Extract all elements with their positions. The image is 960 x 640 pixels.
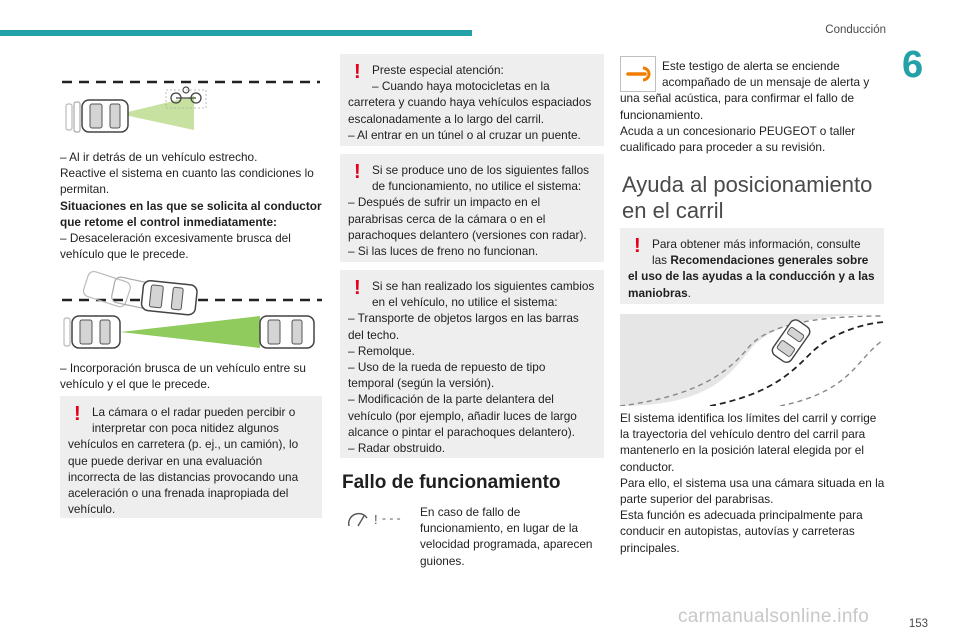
- text-line: – Al ir detrás de un vehículo estrecho.: [60, 150, 258, 164]
- watermark: carmanualsonline.info: [678, 606, 870, 627]
- warning-exclamation-icon: !: [634, 235, 641, 257]
- warning-exclamation-icon: !: [354, 277, 361, 299]
- heading-line: en el carril: [622, 198, 724, 223]
- text-line: – Si las luces de freno no funcionan.: [348, 244, 539, 259]
- text-line: carretera y cuando haya vehículos espaciados: [348, 95, 592, 110]
- paragraph-narrow-vehicle: [60, 149, 322, 262]
- text-line: El sistema identifica los límites del carril y corrige: [620, 411, 877, 425]
- text-line: – Al entrar en un túnel o al cruzar un puente.: [348, 127, 581, 142]
- warning-box-modifications: [340, 270, 604, 458]
- text-line: vehículo y el que le precede.: [60, 377, 211, 392]
- text-line: – Remolque.: [348, 343, 415, 358]
- paragraph-warning-lamp: [620, 58, 886, 155]
- text-line: – Cuando haya motocicletas en la: [372, 79, 550, 94]
- cut-in-illustration: [60, 266, 322, 350]
- text-line: Si se han realizado los siguientes cambios: [372, 279, 595, 293]
- text-line-bold: el uso de las ayudas a la conducción y a las: [628, 269, 875, 284]
- warning-exclamation-icon: !: [354, 61, 361, 83]
- svg-text:!: !: [374, 512, 378, 527]
- heading-lane-keeping: [622, 172, 872, 224]
- text-line: vehículo que le precede.: [60, 247, 189, 262]
- text-line: cualificado para proceder a su revisión.: [620, 140, 826, 155]
- text-line: conducir en autopistas, autovías y carreteras: [620, 524, 855, 539]
- text-line: Preste especial atención:: [372, 63, 504, 77]
- text-line: Esta función es adecuada principalmente para: [620, 508, 863, 523]
- section-title: Conducción: [825, 24, 886, 36]
- text-line: Este testigo de alerta se enciende: [662, 59, 840, 73]
- cyclist-car-illustration: [60, 78, 322, 138]
- paragraph-lane-keeping: [620, 410, 886, 556]
- text-line: una señal acústica, para confirmar el fallo de: [620, 91, 855, 106]
- text-line-bold: que retome el control inmediatamente:: [60, 214, 277, 229]
- text-line: – Después de sufrir un impacto en el: [348, 195, 541, 210]
- warning-box-camera-radar: [60, 396, 322, 518]
- text-line-bold: Situaciones en las que se solicita al conductor: [60, 198, 322, 213]
- text-line: – Desaceleración excesivamente brusca del: [60, 231, 291, 246]
- warning-box-faults: [340, 154, 604, 262]
- warning-exclamation-icon: !: [74, 403, 81, 425]
- text-line: vehículo.: [68, 502, 116, 517]
- text-line: que puede derivar en una evaluación: [68, 453, 263, 468]
- text-line: la trayectoria del vehículo dentro del carril para: [620, 427, 866, 442]
- text-line: parabrisas cerca de la cámara o en el: [348, 211, 546, 226]
- lane-keeping-illustration: [620, 314, 884, 406]
- text-line: Si se produce uno de los siguientes fallos: [372, 163, 590, 177]
- warning-exclamation-icon: !: [354, 161, 361, 183]
- text-line: del techo.: [348, 327, 400, 342]
- paragraph-cut-in: [60, 360, 322, 392]
- page-number: 153: [908, 618, 928, 630]
- heading-line: Ayuda al posicionamiento: [622, 172, 873, 197]
- text-line: alcance o pintar el parachoques delantero).: [348, 424, 575, 439]
- text-plain: las: [652, 253, 671, 268]
- text-line: vehículo (por ejemplo, añadir luces de largo: [348, 408, 577, 423]
- text-line: guiones.: [420, 553, 465, 568]
- fault-dashes-icon: [346, 508, 410, 530]
- text-line: La cámara o el radar pueden percibir o: [92, 405, 296, 419]
- text-line: principales.: [620, 540, 680, 555]
- text-line: escalonadamente a lo largo del carril.: [348, 111, 545, 126]
- fault-dashes-text: - - -: [382, 511, 401, 525]
- text-line: acompañado de un mensaje de alerta y: [662, 75, 870, 90]
- text-line: de funcionamiento, no utilice el sistema:: [372, 179, 582, 194]
- text-line: – Radar obstruido.: [348, 441, 446, 456]
- text-line: vehículos en carretera (p. ej., un camión), lo: [68, 437, 299, 452]
- text-line: velocidad programada, aparecen: [420, 537, 593, 552]
- text-line: – Uso de la rueda de repuesto de tipo: [348, 360, 546, 375]
- text-line: temporal (según la versión).: [348, 376, 495, 391]
- paragraph-malfunction: [420, 504, 604, 569]
- text-line: funcionamiento.: [620, 107, 704, 122]
- text-line: Reactive el sistema en cuanto las condiciones lo: [60, 166, 314, 181]
- text-line: – Incorporación brusca de un vehículo entre su: [60, 361, 306, 375]
- text-line: aceleración o una frenada inapropiada del: [68, 486, 289, 501]
- text-plain: .: [687, 285, 691, 300]
- text-bold: maniobras: [628, 285, 688, 300]
- text-line: interpretar con poca nitidez algunos: [92, 421, 279, 436]
- chapter-number: 6: [902, 44, 924, 86]
- text-line-mixed: [628, 285, 876, 301]
- text-line: conductor.: [620, 459, 675, 474]
- text-line: mantenerlo en la posición lateral elegida por el: [620, 443, 864, 458]
- text-line: – Transporte de objetos largos en las barras: [348, 311, 579, 326]
- text-line: permitan.: [60, 182, 110, 197]
- warning-box-attention: [340, 54, 604, 146]
- text-line: parachoques delantero (versiones con radar).: [348, 227, 587, 242]
- text-line: funcionamiento, en lugar de la: [420, 521, 579, 536]
- heading-malfunction: Fallo de funcionamiento: [342, 472, 561, 493]
- text-line-mixed: [628, 252, 876, 268]
- text-line: incorrecta de las distancias provocando una: [68, 469, 299, 484]
- text-bold: Recomendaciones generales sobre: [670, 253, 869, 268]
- text-line: Acuda a un concesionario PEUGEOT o taller: [620, 123, 856, 138]
- text-line: Para ello, el sistema usa una cámara situada en la: [620, 475, 885, 490]
- text-line: En caso de fallo de: [420, 505, 521, 519]
- text-line: – Modificación de la parte delantera del: [348, 392, 554, 407]
- header-accent-bar: [0, 30, 472, 36]
- text-line: Para obtener más información, consulte: [652, 237, 861, 251]
- text-line: parte superior del parabrisas.: [620, 492, 774, 507]
- text-line: en el vehículo, no utilice el sistema:: [372, 295, 558, 310]
- warning-box-recommendations: [620, 228, 884, 304]
